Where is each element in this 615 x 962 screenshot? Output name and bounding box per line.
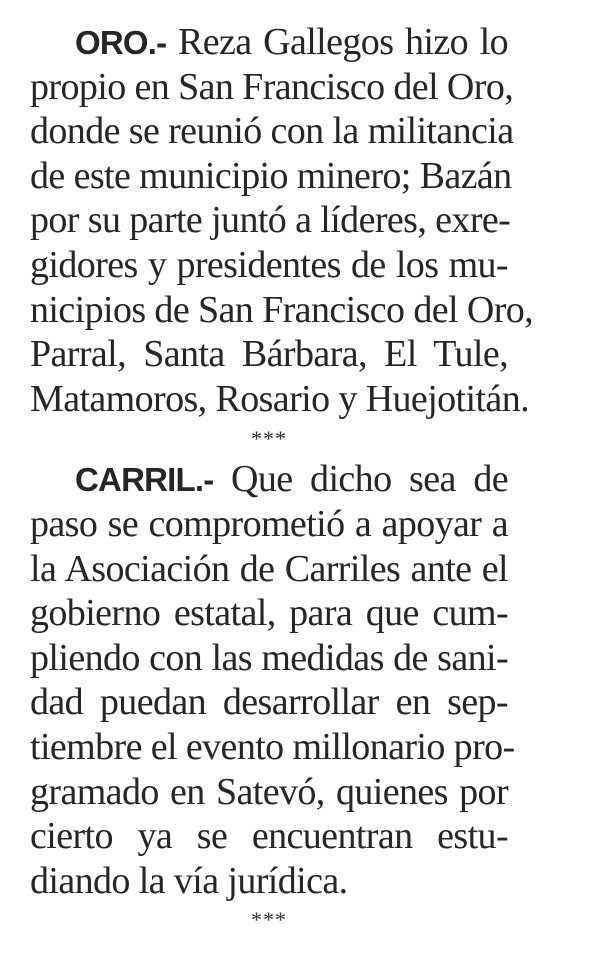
paragraph-line: tiembre el evento millonario pro- bbox=[30, 725, 515, 768]
paragraph-line: la Asociación de Carriles ante el bbox=[30, 547, 508, 590]
paragraph-line: paso se comprometió a apoyar a bbox=[30, 502, 508, 545]
paragraph-line: propio en San Francisco del Oro, bbox=[30, 65, 514, 108]
paragraph-line: de este municipio minero; Bazán bbox=[30, 154, 512, 197]
paragraph-line: nicipios de San Francisco del Oro, bbox=[30, 288, 534, 331]
section-separator: *** bbox=[251, 426, 287, 452]
paragraph-line: donde se reunió con la militancia bbox=[30, 110, 514, 153]
article-column bbox=[30, 20, 534, 947]
paragraph-line: pliendo con las medidas de sani- bbox=[30, 636, 508, 679]
paragraph-oro-line-1 bbox=[30, 20, 508, 65]
paragraph-line: por su parte juntó a líderes, exre- bbox=[30, 199, 511, 242]
paragraph-line: gramado en Satevó, quienes por bbox=[30, 770, 508, 813]
section-separator: *** bbox=[251, 907, 287, 933]
paragraph-line: gidores y presidentes de los mu- bbox=[30, 243, 508, 286]
section-heading-oro: ORO.- bbox=[75, 24, 167, 61]
paragraph-line: cierto ya se encuentran estu- bbox=[30, 815, 508, 858]
paragraph-text: Que dicho sea de bbox=[213, 458, 508, 501]
paragraph-line: Parral, Santa Bárbara, El Tule, bbox=[30, 333, 508, 376]
paragraph-carril-line-1 bbox=[30, 457, 508, 502]
paragraph-line: dad puedan desarrollar en sep- bbox=[30, 681, 508, 724]
section-heading-carril: CARRIL.- bbox=[75, 461, 214, 499]
paragraph-line: gobierno estatal, para que cum- bbox=[30, 592, 508, 635]
paragraph-line: Matamoros, Rosario y Huejotitán. bbox=[30, 377, 529, 420]
paragraph-line: diando la vía jurídica. bbox=[30, 859, 348, 902]
paragraph-text: Reza Gallegos hizo lo bbox=[166, 21, 508, 63]
